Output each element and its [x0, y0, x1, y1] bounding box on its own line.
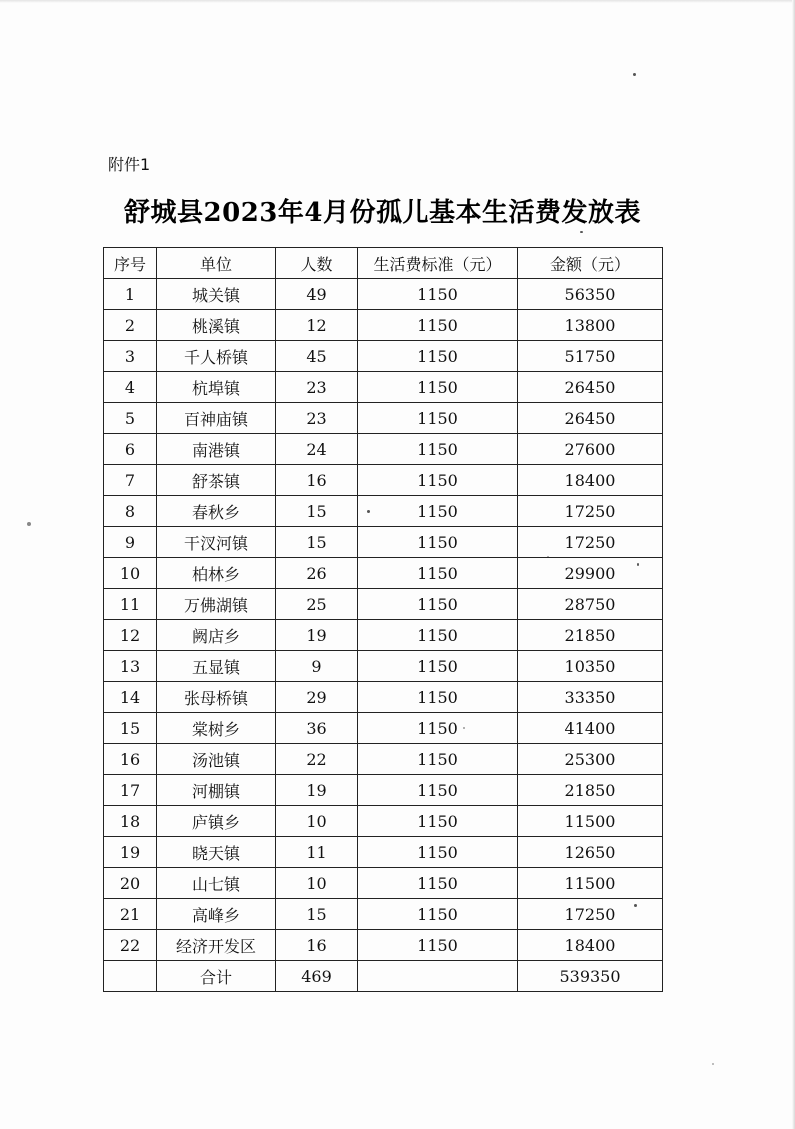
cell-amount: 26450: [518, 403, 663, 434]
header-count: 人数: [276, 248, 358, 279]
cell-unit: 桃溪镇: [157, 310, 276, 341]
cell-standard: 1150: [358, 899, 518, 930]
cell-standard: 1150: [358, 837, 518, 868]
cell-serial: 2: [104, 310, 157, 341]
cell-standard: 1150: [358, 496, 518, 527]
cell-serial: 5: [104, 403, 157, 434]
cell-count: 10: [276, 806, 358, 837]
cell-standard: 1150: [358, 744, 518, 775]
total-standard: [358, 961, 518, 992]
cell-serial: 4: [104, 372, 157, 403]
cell-serial: 22: [104, 930, 157, 961]
table-row: [104, 310, 663, 341]
cell-unit: 舒茶镇: [157, 465, 276, 496]
cell-serial: 7: [104, 465, 157, 496]
table-row: [104, 496, 663, 527]
table-row: [104, 930, 663, 961]
cell-count: 45: [276, 341, 358, 372]
cell-amount: 18400: [518, 930, 663, 961]
cell-count: 29: [276, 682, 358, 713]
cell-count: 25: [276, 589, 358, 620]
scan-speck: [712, 1063, 714, 1065]
table-row: [104, 899, 663, 930]
cell-standard: 1150: [358, 341, 518, 372]
cell-unit: 千人桥镇: [157, 341, 276, 372]
table-row: [104, 806, 663, 837]
cell-standard: 1150: [358, 527, 518, 558]
header-standard: 生活费标准（元）: [358, 248, 518, 279]
cell-serial: 10: [104, 558, 157, 589]
cell-unit: 万佛湖镇: [157, 589, 276, 620]
cell-serial: 16: [104, 744, 157, 775]
cell-amount: 11500: [518, 868, 663, 899]
cell-count: 24: [276, 434, 358, 465]
cell-count: 23: [276, 403, 358, 434]
cell-count: 23: [276, 372, 358, 403]
cell-amount: 33350: [518, 682, 663, 713]
cell-count: 12: [276, 310, 358, 341]
cell-serial: 14: [104, 682, 157, 713]
table-row: [104, 279, 663, 310]
cell-unit: 张母桥镇: [157, 682, 276, 713]
cell-count: 19: [276, 775, 358, 806]
cell-unit: 山七镇: [157, 868, 276, 899]
cell-amount: 10350: [518, 651, 663, 682]
cell-serial: 19: [104, 837, 157, 868]
header-serial: 序号: [104, 248, 157, 279]
cell-standard: 1150: [358, 372, 518, 403]
cell-standard: 1150: [358, 310, 518, 341]
cell-unit: 柏林乡: [157, 558, 276, 589]
table-row: [104, 713, 663, 744]
header-amount: 金额（元）: [518, 248, 663, 279]
cell-amount: 17250: [518, 496, 663, 527]
total-count: 469: [276, 961, 358, 992]
cell-unit: 庐镇乡: [157, 806, 276, 837]
cell-count: 11: [276, 837, 358, 868]
total-blank: [104, 961, 157, 992]
cell-serial: 3: [104, 341, 157, 372]
cell-count: 10: [276, 868, 358, 899]
table-row: [104, 403, 663, 434]
cell-count: 49: [276, 279, 358, 310]
cell-standard: 1150: [358, 868, 518, 899]
table-body: [104, 279, 663, 961]
cell-amount: 41400: [518, 713, 663, 744]
cell-unit: 南港镇: [157, 434, 276, 465]
cell-amount: 12650: [518, 837, 663, 868]
cell-amount: 26450: [518, 372, 663, 403]
table-row: [104, 651, 663, 682]
cell-amount: 51750: [518, 341, 663, 372]
cell-serial: 18: [104, 806, 157, 837]
scan-speck: [27, 522, 31, 526]
cell-unit: 高峰乡: [157, 899, 276, 930]
cell-count: 22: [276, 744, 358, 775]
table-row: [104, 341, 663, 372]
cell-amount: 17250: [518, 899, 663, 930]
table-row: [104, 868, 663, 899]
cell-serial: 15: [104, 713, 157, 744]
table-row: [104, 465, 663, 496]
table-row: [104, 620, 663, 651]
cell-unit: 干汊河镇: [157, 527, 276, 558]
cell-standard: 1150: [358, 713, 518, 744]
cell-standard: 1150: [358, 558, 518, 589]
table-total-row: [104, 961, 663, 992]
cell-standard: 1150: [358, 279, 518, 310]
cell-amount: 11500: [518, 806, 663, 837]
table-row: [104, 744, 663, 775]
cell-unit: 春秋乡: [157, 496, 276, 527]
cell-unit: 城关镇: [157, 279, 276, 310]
cell-standard: 1150: [358, 806, 518, 837]
cell-standard: 1150: [358, 589, 518, 620]
cell-standard: 1150: [358, 682, 518, 713]
cell-unit: 晓天镇: [157, 837, 276, 868]
cell-amount: 21850: [518, 620, 663, 651]
table-header-row: [104, 248, 663, 279]
header-unit: 单位: [157, 248, 276, 279]
cell-unit: 河棚镇: [157, 775, 276, 806]
cell-unit: 五显镇: [157, 651, 276, 682]
cell-unit: 棠树乡: [157, 713, 276, 744]
table-row: [104, 775, 663, 806]
scan-edge-top: [0, 0, 795, 3]
cell-count: 15: [276, 496, 358, 527]
cell-unit: 汤池镇: [157, 744, 276, 775]
cell-standard: 1150: [358, 775, 518, 806]
cell-standard: 1150: [358, 930, 518, 961]
cell-amount: 18400: [518, 465, 663, 496]
table-row: [104, 434, 663, 465]
table-row: [104, 372, 663, 403]
cell-amount: 17250: [518, 527, 663, 558]
cell-serial: 1: [104, 279, 157, 310]
cell-serial: 21: [104, 899, 157, 930]
cell-amount: 29900: [518, 558, 663, 589]
cell-count: 36: [276, 713, 358, 744]
cell-serial: 13: [104, 651, 157, 682]
cell-serial: 8: [104, 496, 157, 527]
table-row: [104, 589, 663, 620]
cell-count: 15: [276, 527, 358, 558]
document-title: 舒城县2023年4月份孤儿基本生活费发放表: [124, 198, 641, 228]
cell-standard: 1150: [358, 620, 518, 651]
table-row: [104, 837, 663, 868]
cell-amount: 28750: [518, 589, 663, 620]
cell-serial: 6: [104, 434, 157, 465]
cell-count: 9: [276, 651, 358, 682]
table-row: [104, 558, 663, 589]
cell-amount: 56350: [518, 279, 663, 310]
cell-standard: 1150: [358, 465, 518, 496]
cell-unit: 阙店乡: [157, 620, 276, 651]
table-row: [104, 527, 663, 558]
cell-count: 19: [276, 620, 358, 651]
cell-standard: 1150: [358, 434, 518, 465]
cell-count: 26: [276, 558, 358, 589]
cell-serial: 17: [104, 775, 157, 806]
cell-amount: 27600: [518, 434, 663, 465]
cell-standard: 1150: [358, 403, 518, 434]
allowance-table: [103, 247, 663, 992]
cell-serial: 11: [104, 589, 157, 620]
cell-amount: 25300: [518, 744, 663, 775]
cell-serial: 12: [104, 620, 157, 651]
scan-speck: [633, 73, 636, 76]
cell-unit: 杭埠镇: [157, 372, 276, 403]
cell-count: 16: [276, 930, 358, 961]
attachment-label: 附件1: [108, 155, 151, 174]
scan-speck: [580, 231, 583, 233]
cell-standard: 1150: [358, 651, 518, 682]
cell-unit: 百神庙镇: [157, 403, 276, 434]
cell-count: 15: [276, 899, 358, 930]
total-label: 合计: [157, 961, 276, 992]
cell-unit: 经济开发区: [157, 930, 276, 961]
cell-count: 16: [276, 465, 358, 496]
table-row: [104, 682, 663, 713]
cell-amount: 21850: [518, 775, 663, 806]
cell-amount: 13800: [518, 310, 663, 341]
cell-serial: 9: [104, 527, 157, 558]
total-amount: 539350: [518, 961, 663, 992]
cell-serial: 20: [104, 868, 157, 899]
